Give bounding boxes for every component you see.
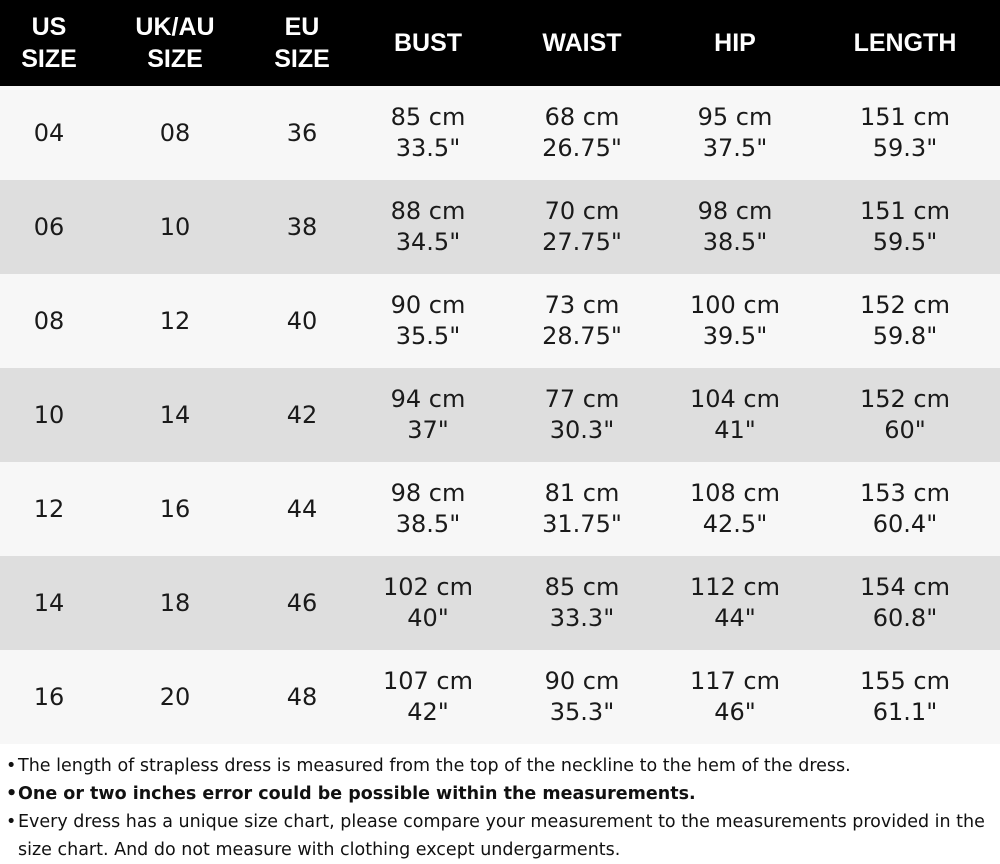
- uk-au-size-cell: 16: [159, 495, 191, 523]
- us-size-cell: 14: [33, 589, 65, 617]
- bust-cell: [352, 274, 504, 368]
- eu-size-cell: 40: [286, 307, 318, 335]
- length-cell: [810, 180, 1000, 274]
- us-size-cell: 04: [33, 119, 65, 147]
- bullet-icon: •: [6, 812, 17, 832]
- bullet-icon: •: [6, 784, 18, 804]
- table-row: [0, 462, 1000, 556]
- us-size-cell: 12: [33, 495, 65, 523]
- us-size-cell: 16: [33, 683, 65, 711]
- hip-inch-value: 44": [714, 604, 756, 632]
- table-row: [0, 556, 1000, 650]
- bust-cm-value: 88 cm: [390, 197, 466, 225]
- uk-au-size-cell: 12: [159, 307, 191, 335]
- note-item: [6, 808, 996, 864]
- length-cell: [810, 462, 1000, 556]
- uk-au-size-cell: 20: [159, 683, 191, 711]
- hip-cm-value: 117 cm: [689, 667, 780, 695]
- hip-cell: [660, 180, 810, 274]
- waist-cell: [504, 368, 660, 462]
- table-row: [0, 180, 1000, 274]
- hip-cell: [660, 368, 810, 462]
- waist-inch-value: 31.75": [542, 510, 622, 538]
- waist-cm-value: 68 cm: [544, 103, 620, 131]
- note-item: [6, 752, 996, 780]
- waist-cell: [504, 462, 660, 556]
- hip-inch-value: 39.5": [702, 322, 768, 350]
- table-row: [0, 650, 1000, 744]
- bust-inch-value: 33.5": [395, 134, 461, 162]
- hip-cell: [660, 556, 810, 650]
- uk-au-size-cell: 08: [159, 119, 191, 147]
- length-cell: [810, 86, 1000, 180]
- waist-inch-value: 35.3": [549, 698, 615, 726]
- header-length: LENGTH: [853, 29, 957, 57]
- eu-size-cell: 46: [286, 589, 318, 617]
- hip-cm-value: 112 cm: [689, 573, 780, 601]
- header-waist: WAIST: [542, 29, 622, 57]
- hip-cm-value: 100 cm: [689, 291, 780, 319]
- waist-cell: [504, 650, 660, 744]
- bust-cell: [352, 650, 504, 744]
- table-row: [0, 368, 1000, 462]
- hip-cm-value: 95 cm: [697, 103, 773, 131]
- waist-cm-value: 90 cm: [544, 667, 620, 695]
- hip-cell: [660, 274, 810, 368]
- eu-size-cell: 38: [286, 213, 318, 241]
- bust-inch-value: 37": [407, 416, 449, 444]
- length-cm-value: 152 cm: [859, 291, 950, 319]
- hip-inch-value: 41": [714, 416, 756, 444]
- bust-cm-value: 98 cm: [390, 479, 466, 507]
- notes-list: [0, 752, 996, 864]
- note-text: The length of strapless dress is measured from the top of the neckline to the hem of the dress.: [18, 756, 851, 776]
- length-cm-value: 155 cm: [859, 667, 950, 695]
- waist-inch-value: 27.75": [542, 228, 622, 256]
- header-eu-size: EU SIZE: [274, 13, 330, 73]
- header-bust: BUST: [393, 29, 463, 57]
- bust-cm-value: 94 cm: [390, 385, 466, 413]
- us-size-cell: 06: [33, 213, 65, 241]
- eu-size-cell: 44: [286, 495, 318, 523]
- length-cm-value: 153 cm: [859, 479, 950, 507]
- length-cm-value: 154 cm: [859, 573, 950, 601]
- hip-cell: [660, 650, 810, 744]
- table-row: [0, 86, 1000, 180]
- bust-cell: [352, 462, 504, 556]
- bust-inch-value: 42": [407, 698, 449, 726]
- header-uk-au-size: UK/AU SIZE: [135, 13, 215, 73]
- waist-cm-value: 70 cm: [544, 197, 620, 225]
- bust-cell: [352, 180, 504, 274]
- hip-inch-value: 37.5": [702, 134, 768, 162]
- waist-cm-value: 77 cm: [544, 385, 620, 413]
- length-cm-value: 152 cm: [859, 385, 950, 413]
- waist-cell: [504, 274, 660, 368]
- hip-cm-value: 108 cm: [689, 479, 780, 507]
- header-hip: HIP: [714, 29, 756, 57]
- length-cm-value: 151 cm: [859, 103, 950, 131]
- waist-inch-value: 28.75": [542, 322, 622, 350]
- bust-cm-value: 102 cm: [382, 573, 473, 601]
- length-cell: [810, 650, 1000, 744]
- waist-cm-value: 85 cm: [544, 573, 620, 601]
- us-size-cell: 10: [33, 401, 65, 429]
- bust-inch-value: 40": [407, 604, 449, 632]
- waist-inch-value: 33.3": [549, 604, 615, 632]
- length-inch-value: 60.8": [872, 604, 938, 632]
- length-inch-value: 60": [884, 416, 926, 444]
- waist-cell: [504, 556, 660, 650]
- length-inch-value: 61.1": [872, 698, 938, 726]
- bust-inch-value: 34.5": [395, 228, 461, 256]
- eu-size-cell: 48: [286, 683, 318, 711]
- uk-au-size-cell: 14: [159, 401, 191, 429]
- hip-cell: [660, 462, 810, 556]
- length-inch-value: 60.4": [872, 510, 938, 538]
- uk-au-size-cell: 18: [159, 589, 191, 617]
- length-cm-value: 151 cm: [859, 197, 950, 225]
- header-us-size: US SIZE: [21, 13, 77, 73]
- note-text: One or two inches error could be possible within the measurements.: [18, 784, 696, 804]
- bust-cm-value: 85 cm: [390, 103, 466, 131]
- waist-inch-value: 26.75": [542, 134, 622, 162]
- bust-cm-value: 90 cm: [390, 291, 466, 319]
- length-inch-value: 59.5": [872, 228, 938, 256]
- bust-inch-value: 38.5": [395, 510, 461, 538]
- eu-size-cell: 42: [286, 401, 318, 429]
- length-inch-value: 59.3": [872, 134, 938, 162]
- bust-cell: [352, 368, 504, 462]
- bust-cell: [352, 86, 504, 180]
- hip-cm-value: 98 cm: [697, 197, 773, 225]
- note-text: Every dress has a unique size chart, please compare your measurement to the measurements provided in the size chart. And do not measure with clothing except undergarments.: [18, 812, 985, 860]
- table-row: [0, 274, 1000, 368]
- length-inch-value: 59.8": [872, 322, 938, 350]
- length-cell: [810, 274, 1000, 368]
- hip-cell: [660, 86, 810, 180]
- bullet-icon: •: [6, 756, 17, 776]
- eu-size-cell: 36: [286, 119, 318, 147]
- length-cell: [810, 556, 1000, 650]
- length-cell: [810, 368, 1000, 462]
- uk-au-size-cell: 10: [159, 213, 191, 241]
- hip-cm-value: 104 cm: [689, 385, 780, 413]
- waist-inch-value: 30.3": [549, 416, 615, 444]
- waist-cm-value: 73 cm: [544, 291, 620, 319]
- header-row: [0, 0, 1000, 86]
- table-body: [0, 86, 1000, 744]
- table-header: [0, 0, 1000, 86]
- waist-cell: [504, 86, 660, 180]
- bust-cell: [352, 556, 504, 650]
- waist-cell: [504, 180, 660, 274]
- hip-inch-value: 42.5": [702, 510, 768, 538]
- us-size-cell: 08: [33, 307, 65, 335]
- hip-inch-value: 46": [714, 698, 756, 726]
- hip-inch-value: 38.5": [702, 228, 768, 256]
- bust-cm-value: 107 cm: [382, 667, 473, 695]
- note-item: [6, 780, 996, 808]
- bust-inch-value: 35.5": [395, 322, 461, 350]
- waist-cm-value: 81 cm: [544, 479, 620, 507]
